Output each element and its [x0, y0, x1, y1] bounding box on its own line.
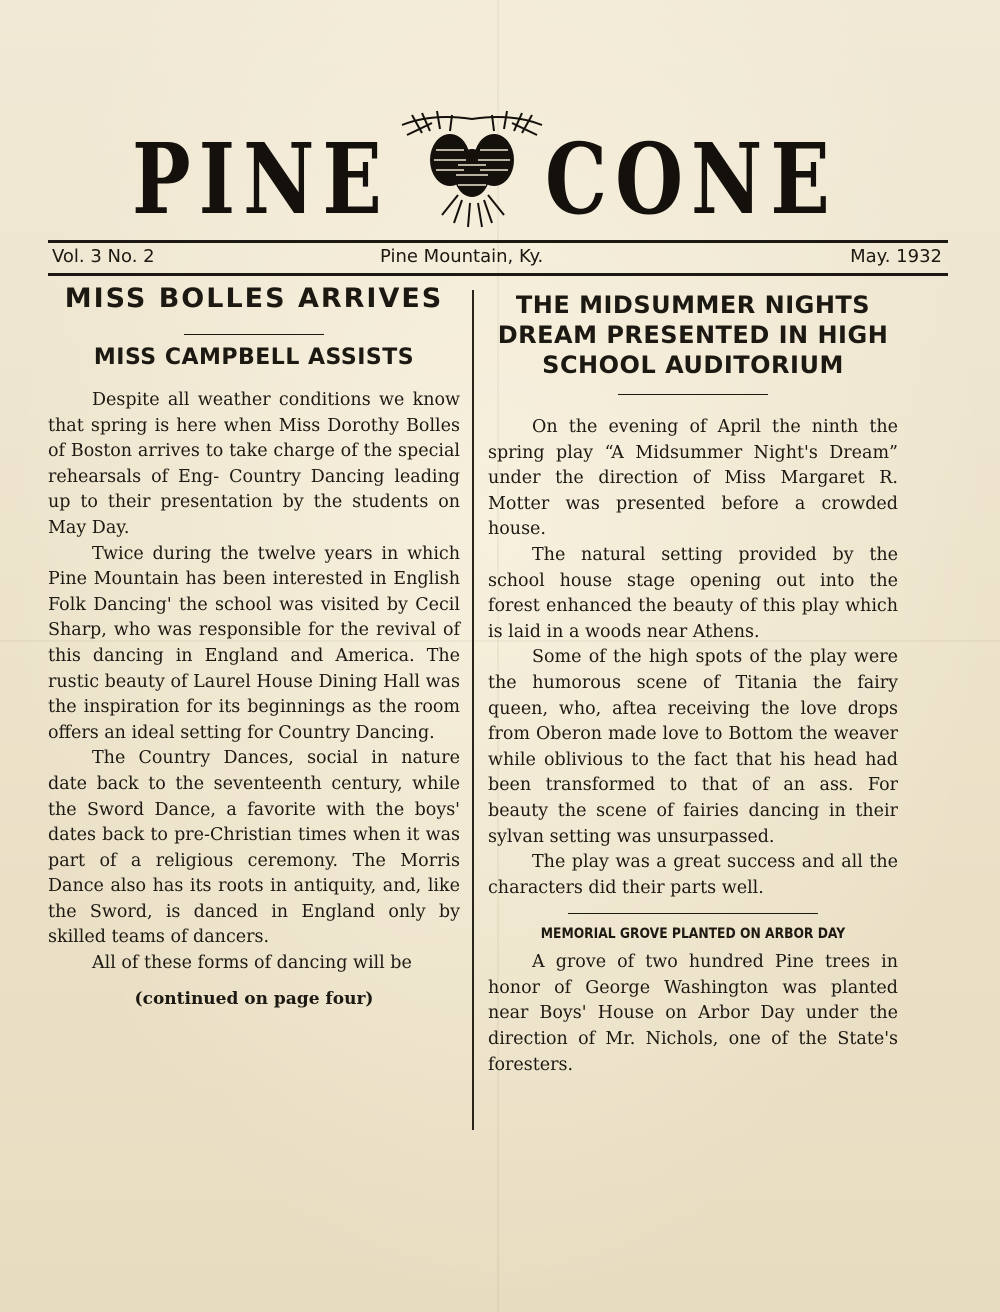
right-paragraph-4: The play was a great success and all the characters did their parts well.: [488, 852, 898, 898]
brief-headline: MEMORIAL GROVE PLANTED ON ARBOR DAY: [540, 926, 846, 943]
masthead: [120, 105, 838, 237]
brief-paragraph: A grove of two hundred Pine trees in honor of George Washington was planted near Boys' House on Arbor Day under the direction of Mr. Nichols, one of the State's foresters.: [488, 952, 898, 1075]
right-article: [488, 282, 898, 1078]
headline-rule: [618, 394, 768, 395]
masthead-title-right: CONE: [545, 123, 838, 237]
continued-note: (continued on page four): [134, 988, 374, 1009]
issue-date: May. 1932: [850, 246, 942, 267]
headline-rule: [184, 334, 324, 335]
right-paragraph-1: On the evening of April the ninth the spring play “A Midsummer Night's Dream” under the direction of Miss Margaret R. Motter was presented before a crowded house.: [488, 417, 898, 540]
left-paragraph-3: The Country Dances, social in nature date back to the seventeenth century, while the Sword Dance, a favorite with the boys' dates back to pre-Christian times when it was part of a religious ceremony. The Morris Dance also has its roots in antiquity, and, like the Sword, is danced in England only by skilled teams of dancers.: [48, 748, 460, 948]
pine-cone-emblem-icon: [392, 105, 552, 230]
article-separator: [568, 913, 818, 914]
masthead-title-left: PINE: [132, 123, 390, 237]
left-article: [48, 282, 460, 1009]
place: Pine Mountain, Ky.: [380, 246, 544, 267]
left-paragraph-2: Twice during the twelve years in which Pine Mountain has been interested in English Folk Dancing' the school was visited by Cecil Sharp, who was responsible for the revival of this dancing in England and America. The rustic beauty of Laurel House Dining Hall was the inspiration for its beginnings as the room offers an ideal setting for Country Dancing.: [48, 543, 460, 743]
left-subheadline: MISS CAMPBELL ASSISTS: [93, 345, 415, 370]
left-paragraph-4: All of these forms of dancing will be: [92, 953, 412, 974]
column-divider: [472, 290, 474, 1130]
right-paragraph-2: The natural setting provided by the school house stage opening out into the forest enhanced the beauty of this play which is laid in a woods near Athens.: [488, 544, 898, 642]
left-paragraph-1: Despite all weather conditions we know that spring is here when Miss Dorothy Bolles of Boston arrives to take charge of the special rehearsals of Eng- Country Dancing leading up to their presentation by the students on May Day.: [48, 390, 460, 538]
dateline: [48, 240, 948, 276]
right-paragraph-3: Some of the high spots of the play were the humorous scene of Titania the fairy queen, who, aftea receiving the love drops from Oberon made love to Bottom the weaver while oblivious to the fact that his head had been transformed to that of an ass. For beauty the scene of fairies dancing in their sylvan setting was unsurpassed.: [488, 647, 898, 847]
right-headline: THE MIDSUMMER NIGHTS DREAM PRESENTED IN HIGH SCHOOL AUDITORIUM: [497, 291, 889, 379]
volume-number: Vol. 3 No. 2: [52, 246, 155, 267]
left-headline: MISS BOLLES ARRIVES: [64, 283, 444, 314]
